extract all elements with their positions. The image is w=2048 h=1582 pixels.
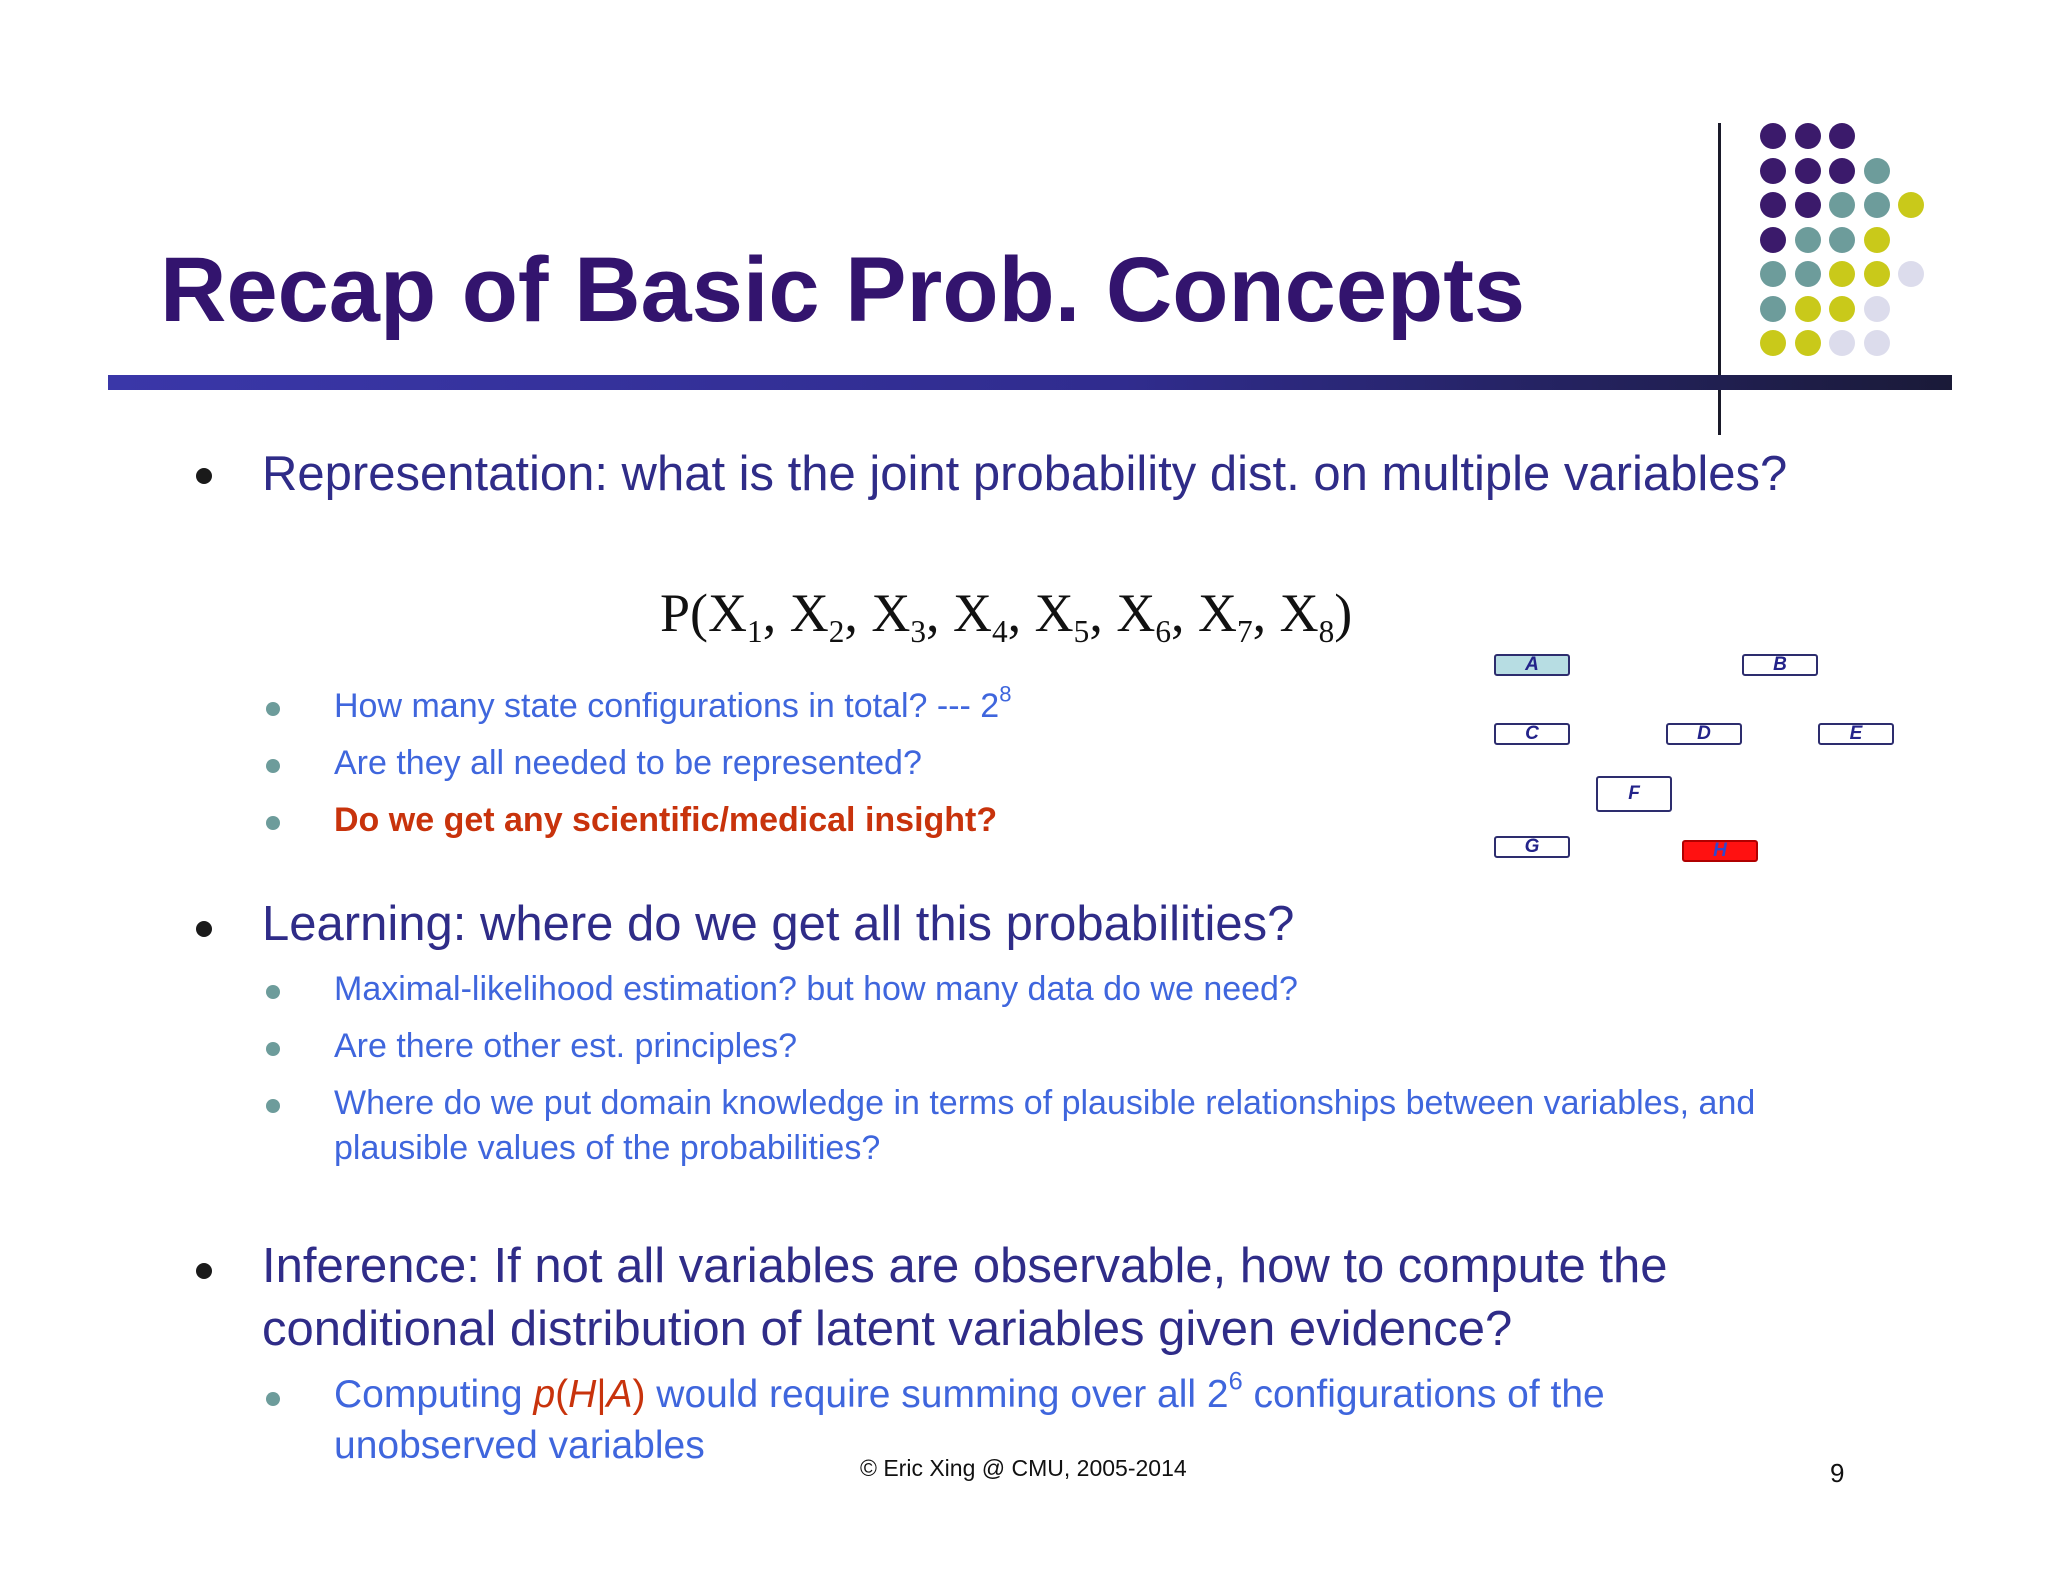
bullet-marker — [196, 921, 212, 937]
node-f: F — [1596, 776, 1672, 812]
decorative-dot — [1864, 330, 1890, 356]
bullet-representation: Representation: what is the joint probability dist. on multiple variables? — [262, 447, 1788, 501]
sub-bullet-computing: Computing p(H|A) would require summing over all $2^6$ configurations of the unobserved variables — [334, 1367, 1605, 1467]
decorative-dot — [1795, 123, 1821, 149]
sub-bullet-marker — [266, 1392, 280, 1406]
decorative-dot — [1760, 123, 1786, 149]
decorative-dot — [1795, 330, 1821, 356]
node-a: A — [1494, 654, 1570, 676]
node-e: E — [1818, 723, 1894, 745]
node-d: D — [1666, 723, 1742, 745]
decorative-dot — [1760, 330, 1786, 356]
node-b: B — [1742, 654, 1818, 676]
sub-bullet-marker — [266, 816, 280, 830]
page-number: 9 — [1830, 1458, 1845, 1488]
sub-bullet-domain-knowledge: Where do we put domain knowledge in terms of plausible relationships between variables, and plausible values of the probabilities? — [334, 1084, 1756, 1167]
decorative-dot — [1795, 192, 1821, 218]
bullet-inference: Inference: If not all variables are observable, how to compute the conditional distribution of latent variables given evidence? — [262, 1239, 1668, 1356]
decorative-dot — [1760, 192, 1786, 218]
decorative-dot — [1829, 296, 1855, 322]
decorative-dot — [1795, 158, 1821, 184]
decorative-dot — [1760, 227, 1786, 253]
decorative-dot — [1864, 227, 1890, 253]
sub-bullet-mle: Maximal-likelihood estimation? but how many data do we need? — [334, 970, 1298, 1008]
decorative-dot — [1795, 227, 1821, 253]
node-c: C — [1494, 723, 1570, 745]
title-underline — [108, 375, 1952, 390]
bullet-marker — [196, 1263, 212, 1279]
decorative-dot — [1829, 330, 1855, 356]
decorative-dot — [1898, 261, 1924, 287]
decorative-dot — [1760, 261, 1786, 287]
decorative-dot — [1829, 227, 1855, 253]
sub-bullet-marker — [266, 759, 280, 773]
slide-title: Recap of Basic Prob. Concepts — [160, 239, 1525, 341]
decorative-dot — [1864, 261, 1890, 287]
decorative-dot — [1760, 296, 1786, 322]
sub-bullet-marker — [266, 1099, 280, 1113]
bullet-learning: Learning: where do we get all this probabilities? — [262, 897, 1295, 951]
footer-copyright: © Eric Xing @ CMU, 2005-2014 — [860, 1455, 1187, 1481]
sub-bullet-insight: Do we get any scientific/medical insight? — [334, 801, 998, 839]
decorative-dot — [1829, 158, 1855, 184]
sub-bullet-marker — [266, 702, 280, 716]
sub-bullet-marker — [266, 1042, 280, 1056]
decorative-dot — [1864, 296, 1890, 322]
node-h: H — [1682, 840, 1758, 862]
decorative-dot — [1829, 123, 1855, 149]
node-g: G — [1494, 836, 1570, 858]
decorative-dot — [1864, 192, 1890, 218]
decorative-dot — [1829, 261, 1855, 287]
sub-bullet-state-count: How many state configurations in total? --- $2^8$ — [334, 681, 1012, 725]
decorative-dot — [1898, 192, 1924, 218]
decorative-dot — [1795, 296, 1821, 322]
decorative-dot — [1829, 192, 1855, 218]
sub-bullet-est-principles: Are there other est. principles? — [334, 1027, 798, 1065]
sub-bullet-marker — [266, 985, 280, 999]
decorative-dot — [1864, 158, 1890, 184]
decorative-dot — [1760, 158, 1786, 184]
bullet-marker — [196, 468, 212, 484]
joint-probability-formula: $P(X_1$, $X_2$, $X_3$, $X_4$, $X_5$, $X_6$, $X_7$, $X_8$) — [660, 583, 1353, 649]
decorative-dot — [1795, 261, 1821, 287]
sub-bullet-represented: Are they all needed to be represented? — [334, 744, 922, 782]
